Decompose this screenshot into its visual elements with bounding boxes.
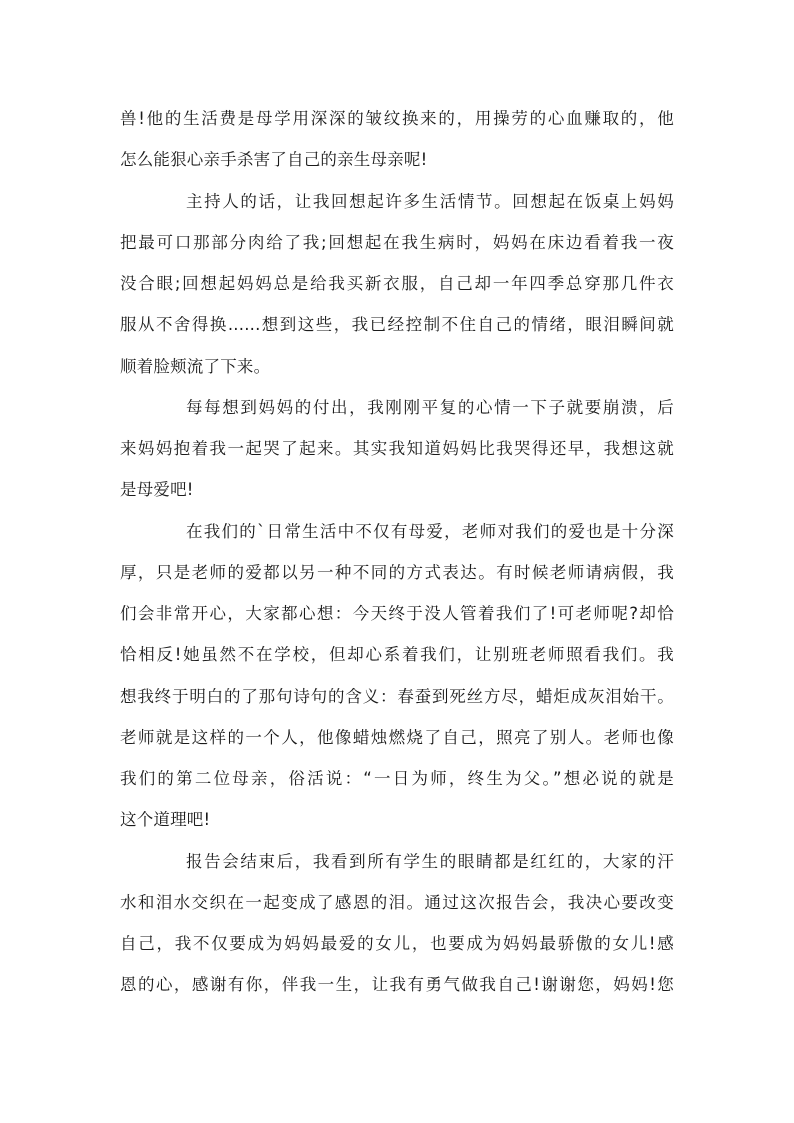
text-line: 厚，只是老师的爱都以另一种不同的方式表达。有时候老师请病假，我 [120, 562, 674, 582]
text-line: 没合眼;回想起妈妈总是给我买新衣服，自己却一年四季总穿那几件衣 [120, 274, 674, 293]
text-line: 恩的心，感谢有你，伴我一生，让我有勇气做我自己!谢谢您，妈妈!您 [120, 975, 674, 995]
document-body [120, 98, 674, 1006]
paragraph-start-line: 主持人的话，让我回想起许多生活情节。回想起在饭桌上妈妈 [186, 191, 674, 211]
text-line: 兽!他的生活费是母学用深深的皱纹换来的，用操劳的心血赚取的，他 [120, 109, 674, 128]
text-line: 服从不舍得换......想到这些，我已经控制不住自己的情绪，眼泪瞬间就 [120, 315, 674, 335]
text-line: 怎么能狠心亲手杀害了自己的亲生母亲呢! [120, 150, 428, 170]
text-line: 想我终于明白的了那句诗句的含义：春蚕到死丝方尽，蜡炬成灰泪始干。 [120, 686, 674, 706]
text-line: 这个道理吧! [120, 810, 211, 830]
text-line: 们会非常开心，大家都心想：今天终于没人管着我们了!可老师呢?却恰 [120, 604, 674, 623]
text-line: 我们的第二位母亲，俗活说：“一日为师，终生为父。”想必说的就是 [120, 769, 674, 788]
text-line: 老师就是这样的一个人，他像蜡烛燃烧了自己，照亮了别人。老师也像 [120, 727, 674, 747]
text-line: 水和泪水交织在一起变成了感恩的泪。通过这次报告会，我决心要改变 [120, 892, 674, 912]
text-line: 来妈妈抱着我一起哭了起来。其实我知道妈妈比我哭得还早，我想这就 [120, 439, 674, 458]
text-line: 恰相反!她虽然不在学校，但却心系着我们，让别班老师照看我们。我 [120, 645, 674, 665]
text-line: 顺着脸颊流了下来。 [120, 356, 271, 376]
text-line: 自己，我不仅要成为妈妈最爱的女儿，也要成为妈妈最骄傲的女儿!感 [120, 934, 674, 953]
paragraph-start-line: 在我们的`日常生活中不仅有母爱，老师对我们的爱也是十分深 [186, 521, 674, 541]
text-line: 是母爱吧! [120, 480, 194, 500]
paragraph-start-line: 每每想到妈妈的付出，我刚刚平复的心情一下子就要崩溃，后 [186, 397, 674, 417]
paragraph-start-line: 报告会结束后，我看到所有学生的眼睛都是红红的，大家的汗 [186, 851, 674, 871]
text-line: 把最可口那部分肉给了我;回想起在我生病时，妈妈在床边看着我一夜 [120, 232, 674, 252]
